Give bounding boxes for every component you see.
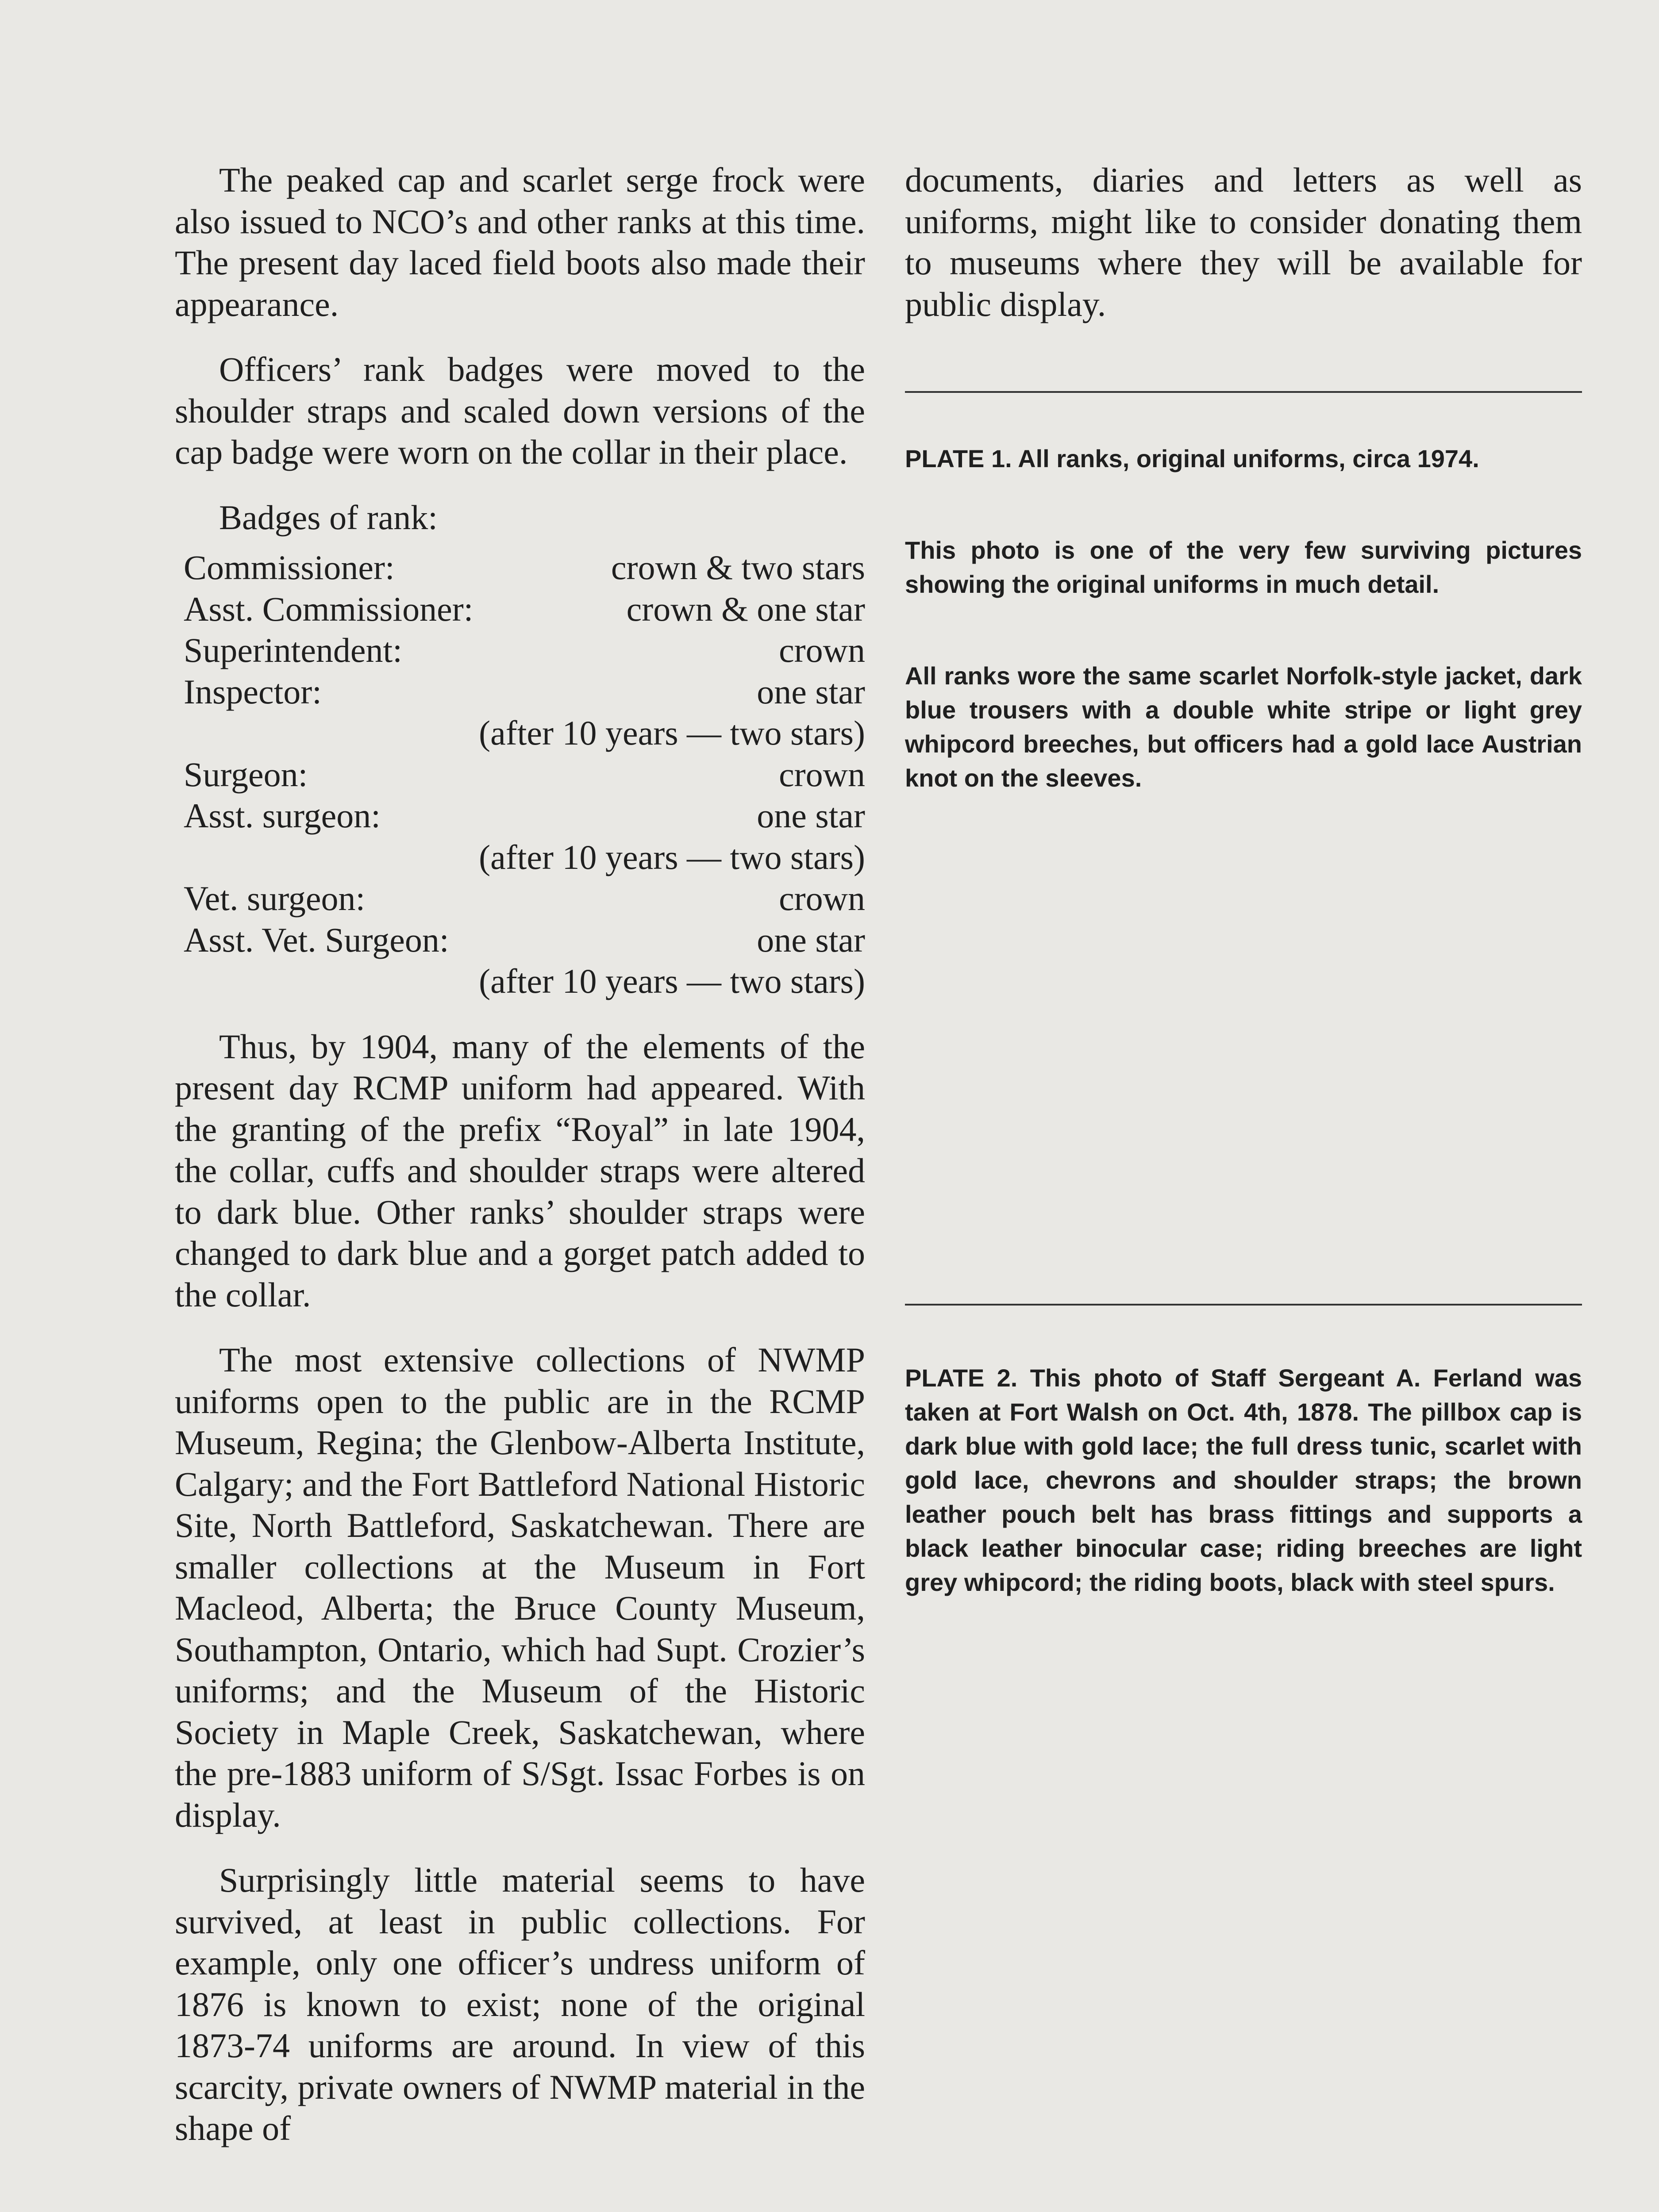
paragraph: Surprisingly little material seems to have survived, at least in public collections. For example, only one officer’s undress uniform of 1876 is known to exist; none of the original 1873-74 uniforms are around. In view of this scarcity, private owners of NWMP material in the shape of — [175, 1861, 865, 2147]
rank-row — [184, 630, 865, 671]
rank-name: Commissioner: — [184, 548, 395, 587]
rank-badge: crown & one star — [626, 589, 865, 628]
rank-row — [184, 795, 865, 837]
badges-heading: Badges of rank: — [219, 498, 438, 537]
plate1-caption: All ranks wore the same scarlet Norfolk-style jacket, dark blue trousers with a double white stripe or light grey whipcord breeches, but officers had a gold lace Austrian knot on the sleeves. — [905, 662, 1582, 792]
rank-row — [184, 754, 865, 795]
rank-badge: crown — [779, 631, 865, 669]
rank-row — [184, 547, 865, 588]
rank-badge: crown & two stars — [611, 548, 865, 587]
left-column — [175, 159, 865, 2173]
rank-badge: one star — [757, 796, 865, 835]
paragraph: Officers’ rank badges were moved to the shoulder straps and scaled down versions of the cap badge were worn on the collar in their place. — [175, 350, 865, 471]
paragraph: The most extensive collections of NWMP uniforms open to the public are in the RCMP Museum, Regina; the Glenbow-Alberta Institute, Calgary; and the Fort Battleford National Historic Site, North Battleford, Saskatchewan. There are smaller collections at the Museum in Fort Macleod, Alberta; the Bruce County Museum, Southampton, Ontario, which had Supt. Crozier’s uniforms; and the Museum of the Historic Society in Maple Creek, Saskatchewan, where the pre-1883 uniform of S/Sgt. Issac Forbes is on display. — [175, 1340, 865, 1834]
rank-badge: one star — [757, 672, 865, 711]
rank-name: Inspector: — [184, 672, 322, 711]
paragraph: documents, diaries and letters as well as uniforms, might like to consider donating them to museums where they will be available for public display. — [905, 161, 1582, 323]
rank-row — [184, 878, 865, 919]
rank-note: (after 10 years — two stars) — [479, 837, 865, 876]
divider — [905, 391, 1582, 393]
rank-name: Asst. Vet. Surgeon: — [184, 920, 449, 959]
rank-row — [184, 919, 865, 961]
rank-badges-list — [175, 547, 865, 1002]
plate1-caption: This photo is one of the very few surviving pictures showing the original uniforms in much detail. — [905, 536, 1582, 598]
rank-badge: crown — [779, 879, 865, 918]
rank-badge: crown — [779, 755, 865, 794]
rank-name: Surgeon: — [184, 755, 308, 794]
rank-note: (after 10 years — two stars) — [479, 962, 865, 1000]
paragraph: Thus, by 1904, many of the elements of the present day RCMP uniform had appeared. With the granting of the prefix “Royal” in late 1904, the collar, cuffs and shoulder straps were altered to dark blue. Other ranks’ shoulder straps were changed to dark blue and a gorget patch added to the collar. — [175, 1027, 865, 1314]
rank-note: (after 10 years — two stars) — [479, 714, 865, 752]
rank-name: Asst. Commissioner: — [184, 589, 473, 628]
rank-row — [184, 671, 865, 713]
rank-name: Vet. surgeon: — [184, 879, 366, 918]
rank-row — [184, 588, 865, 630]
paragraph: The peaked cap and scarlet serge frock were also issued to NCO’s and other ranks at this time. The present day laced field boots also made their appearance. — [175, 161, 865, 323]
plate1-title: PLATE 1. All ranks, original uniforms, circa 1974. — [905, 445, 1479, 472]
plate2-caption: PLATE 2. This photo of Staff Sergeant A. Ferland was taken at Fort Walsh on Oct. 4th, 1878. The pillbox cap is dark blue with gold lace; the full dress tunic, scarlet with gold lace, chevrons and shoulder straps; the brown leather pouch belt has brass fittings and supports a black leather binocular case; riding breeches are light grey whipcord; the riding boots, black with steel spurs. — [905, 1364, 1582, 1596]
divider — [905, 1304, 1582, 1306]
rank-badge: one star — [757, 920, 865, 959]
right-column — [905, 159, 1582, 1599]
rank-name: Superintendent: — [184, 631, 402, 669]
rank-name: Asst. surgeon: — [184, 796, 381, 835]
